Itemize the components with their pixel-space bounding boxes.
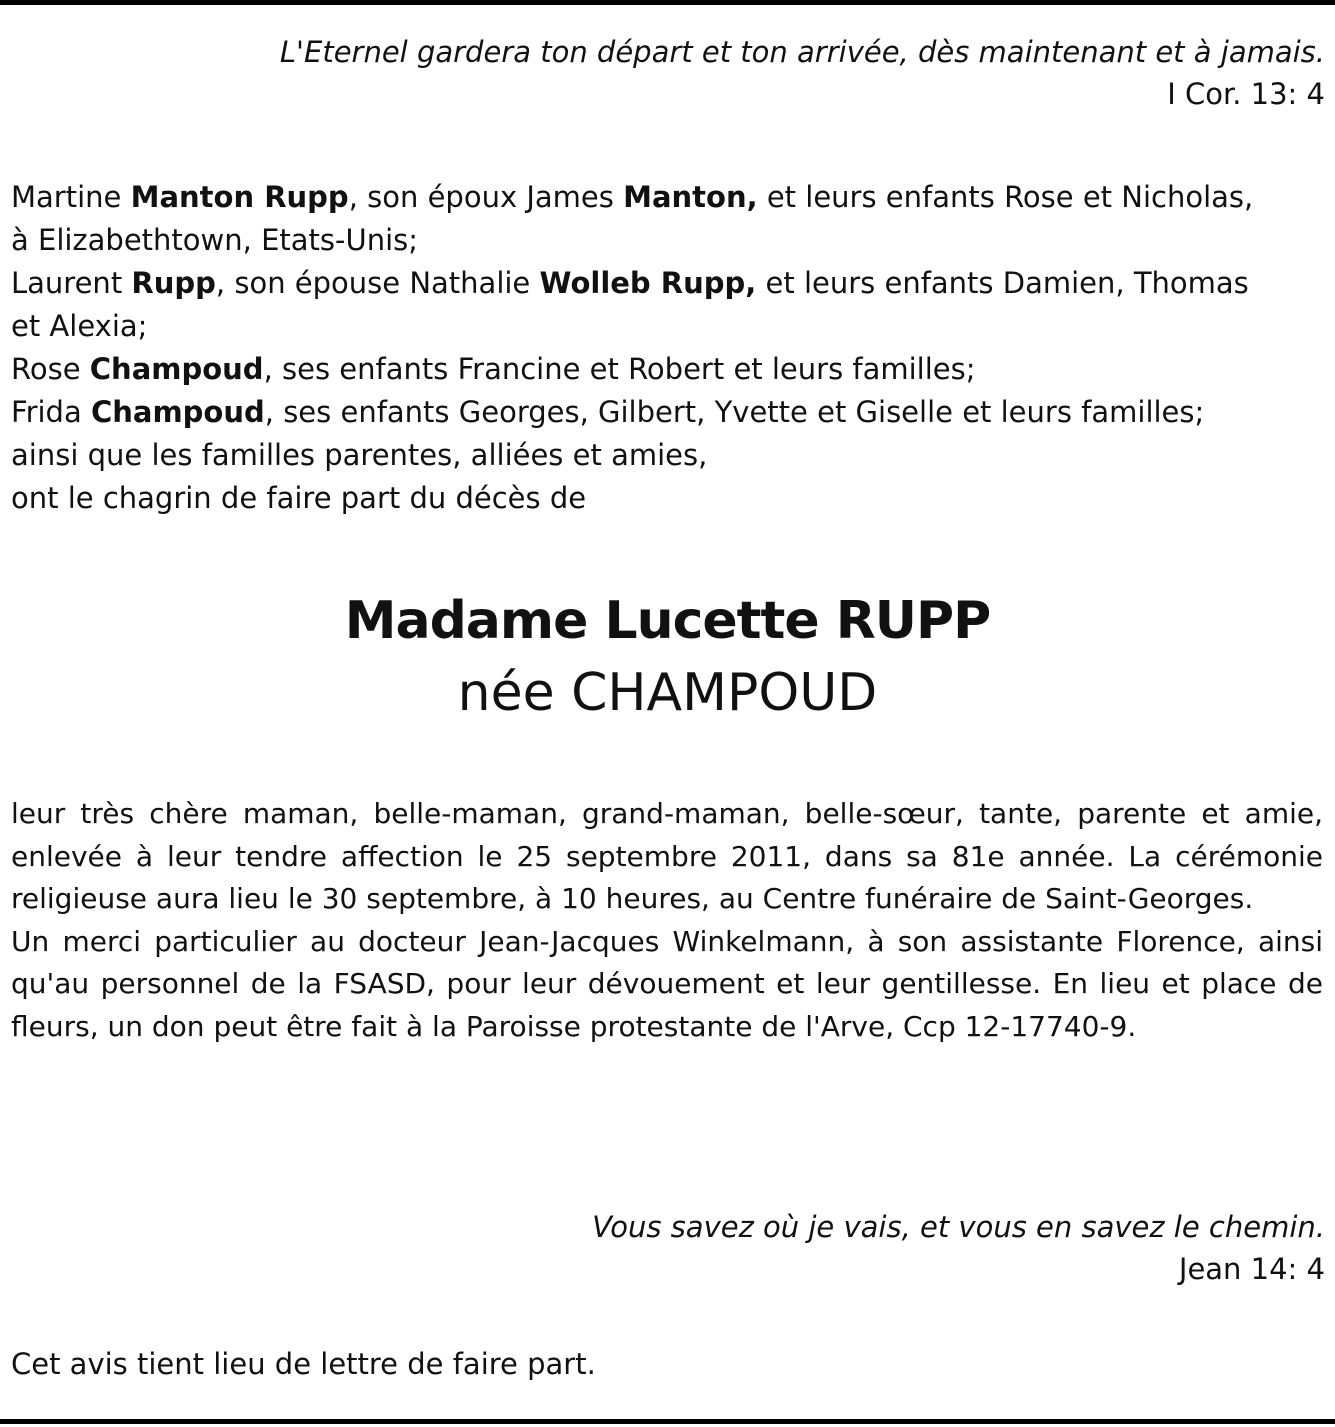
closing-note: Cet avis tient lieu de lettre de faire part. [11, 1347, 596, 1381]
family-surname: Champoud [90, 395, 265, 429]
notice-paragraph-thanks: Un merci particulier au docteur Jean-Jacques Winkelmann, à son assistante Florence, ainsi qu'au personnel de la FSASD, pour leur dévouement et leur gentillesse. En lieu et place de fleurs, un don peut être fait à la Paroisse protestante de l'Arve, Ccp 12-17740-9. [11, 924, 1323, 1043]
family-text: , son épouse Nathalie [215, 266, 540, 300]
family-line-rose-champoud [11, 348, 1311, 391]
bottom-border-rule [0, 1419, 1335, 1424]
opening-bible-quote [280, 31, 1325, 115]
family-text: Martine [11, 180, 131, 214]
closing-bible-quote [592, 1206, 1325, 1290]
family-text: et leurs enfants Damien, Thomas [756, 266, 1249, 300]
notice-paragraph-ceremony: leur très chère maman, belle-maman, grand-maman, belle-sœur, tante, parente et amie, enlevée à leur tendre affection le 25 septembre 2011, dans sa 81e année. La cérémonie religieuse aura lieu le 30 septembre, à 10 heures, au Centre funéraire de Saint-Georges. [11, 797, 1323, 916]
deceased-name-block [0, 585, 1335, 729]
family-text: et leurs enfants Rose et Nicholas, [757, 180, 1254, 214]
family-text: Frida [11, 395, 91, 429]
deceased-maiden-name: née CHAMPOUD [457, 663, 878, 723]
notice-body [11, 793, 1323, 1049]
family-text: , ses enfants Georges, Gilbert, Yvette et Giselle et leurs familles; [264, 395, 1205, 429]
family-surname: Manton Rupp [130, 180, 349, 214]
family-text: Laurent [11, 266, 132, 300]
family-line-rupp [11, 262, 1311, 305]
deceased-name: Madame Lucette RUPP [344, 591, 991, 651]
family-surname: Champoud [89, 352, 264, 386]
family-text: , son époux James [348, 180, 624, 214]
family-line-frida-champoud [11, 391, 1311, 434]
family-line-continuation: et Alexia; [11, 309, 148, 343]
family-surname: Wolleb Rupp, [539, 266, 757, 300]
family-surname: Rupp [131, 266, 216, 300]
family-surname: Manton, [623, 180, 758, 214]
family-line-manton [11, 176, 1311, 219]
opening-quote-reference: I Cor. 13: 4 [1167, 77, 1325, 111]
closing-quote-reference: Jean 14: 4 [1178, 1252, 1325, 1286]
family-line-location: à Elizabethtown, Etats-Unis; [11, 223, 419, 257]
family-line-relatives: ainsi que les familles parentes, alliées et amies, [11, 438, 708, 472]
closing-quote-text: Vous savez où je vais, et vous en savez le chemin. [592, 1210, 1325, 1244]
top-border-rule [0, 0, 1335, 5]
family-text: , ses enfants Francine et Robert et leurs familles; [263, 352, 976, 386]
announcement-intro-line: ont le chagrin de faire part du décès de [11, 481, 587, 515]
family-text: Rose [11, 352, 90, 386]
family-announcement-list [11, 176, 1311, 520]
opening-quote-text: L'Eternel gardera ton départ et ton arrivée, dès maintenant et à jamais. [279, 35, 1325, 69]
